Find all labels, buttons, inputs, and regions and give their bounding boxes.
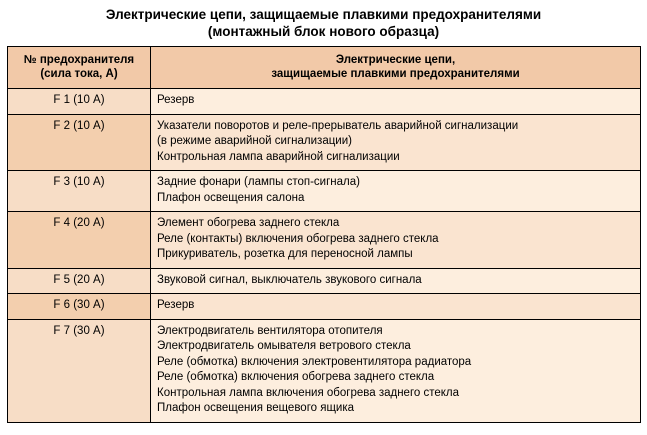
fuse-number-cell: F 5 (20 А) [8,268,151,294]
circuit-line: Контрольная лампа аварийной сигнализации [157,150,400,163]
column-header-fuse-number [8,47,151,89]
table-row [8,89,641,115]
table-row [8,294,641,320]
fuse-number-cell: F 7 (30 А) [8,319,151,422]
circuit-line: Прикуриватель, розетка для переносной лампы [157,248,413,260]
circuit-line: Резерв [157,94,195,106]
fuse-number-cell: F 2 (10 А) [8,114,151,171]
fuse-table [7,46,641,423]
column-header-circuits-line-1: Электрические цепи, [335,54,456,66]
circuits-cell [151,212,641,269]
circuits-cell [151,319,641,422]
circuits-cell [151,268,641,294]
circuit-line: Указатели поворотов и реле-прерыватель аварийной сигнализации [157,119,519,132]
circuit-line: Звуковой сигнал, выключатель звукового сигнала [157,273,422,286]
column-header-circuits [151,47,641,89]
circuit-line: Реле (обмотка) включения электровентилятора радиатора [157,355,472,368]
page-title-line-2: (монтажный блок нового образца) [207,24,440,39]
circuit-line: Электродвигатель омывателя ветрового стекла [157,340,411,352]
circuit-line: Плафон освещения салона [157,191,305,204]
column-header-circuits-line-2: защищаемые плавкими предохранителями [271,68,520,80]
circuits-cell [151,89,641,115]
fuse-number-cell: F 1 (10 А) [8,89,151,115]
circuit-line: Электродвигатель вентилятора отопителя [157,324,383,337]
fuse-number-cell: F 3 (10 А) [8,171,151,212]
circuits-cell [151,114,641,171]
circuits-cell [151,171,641,212]
circuit-line: Реле (обмотка) включения обогрева заднего стекла [157,371,435,383]
table-row [8,114,641,171]
circuit-line: Контрольная лампа включения обогрева заднего стекла [157,386,460,399]
circuit-line: Плафон освещения вещевого ящика [157,402,355,414]
circuit-line: Реле (контакты) включения обогрева заднего стекла [157,232,439,245]
circuit-line: Задние фонари (лампы стоп-сигнала) [157,176,360,188]
fuse-number-cell: F 4 (20 А) [8,212,151,269]
column-header-fuse-number-line-2: (сила тока, А) [40,68,118,80]
column-header-fuse-number-line-1: № предохранителя [23,54,135,66]
table-body [8,89,641,423]
circuit-line: Элемент обогрева заднего стекла [157,217,340,229]
table-row [8,319,641,422]
table-row [8,268,641,294]
table-row [8,171,641,212]
table-header-row [8,47,641,89]
circuit-line: Резерв [157,299,195,311]
table-row [8,212,641,269]
page-title [0,0,647,46]
page-title-line-1: Электрические цепи, защищаемые плавкими предохранителями [105,7,542,22]
circuit-line: (в режиме аварийной сигнализации) [157,135,352,147]
circuits-cell [151,294,641,320]
table-head [8,47,641,89]
fuse-number-cell: F 6 (30 А) [8,294,151,320]
